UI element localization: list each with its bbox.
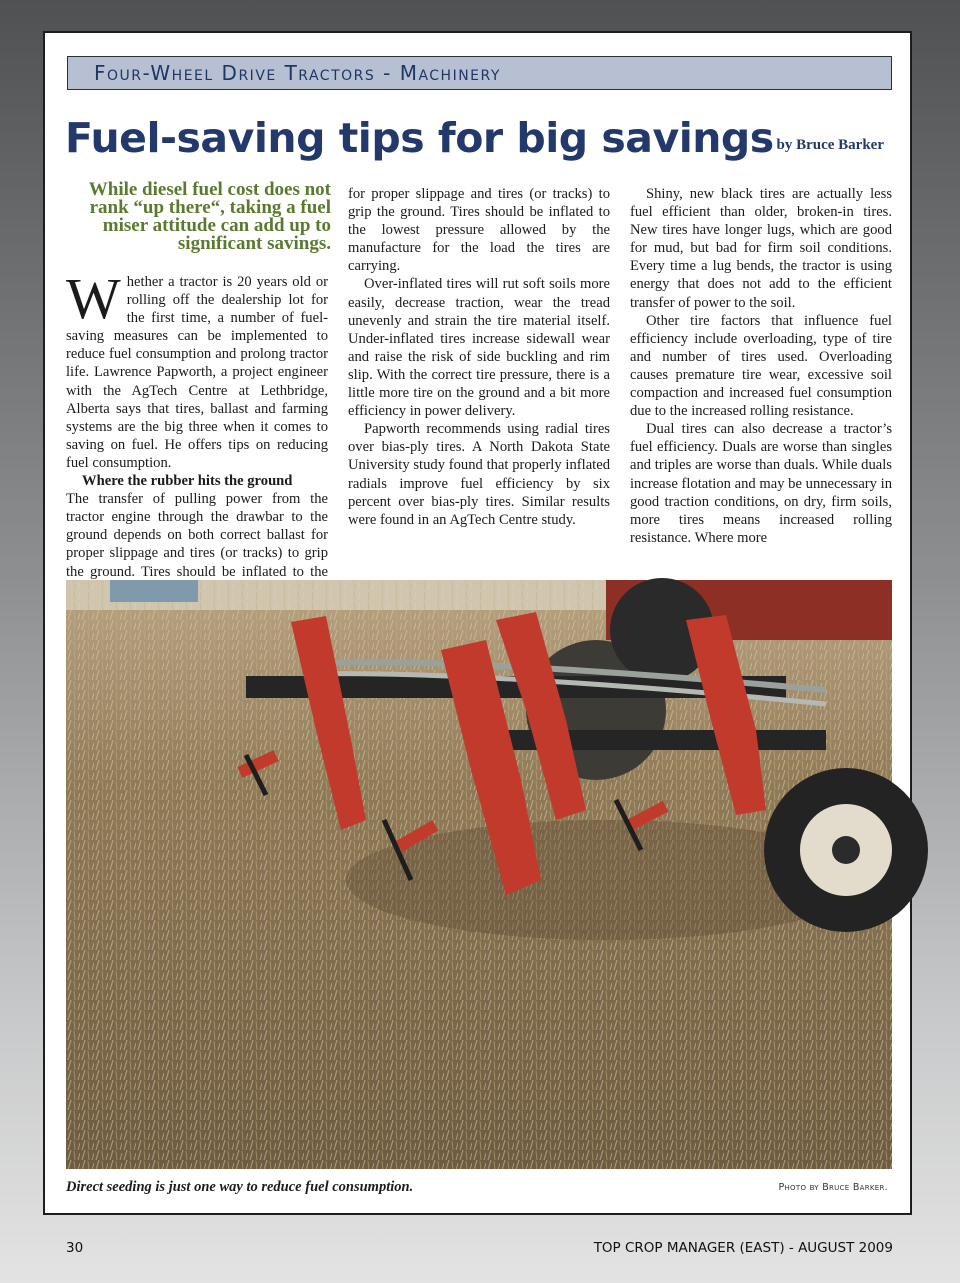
drop-cap: W [66, 266, 121, 331]
article-headline: Fuel-saving tips for big savings [65, 114, 774, 162]
text-column-1 [66, 266, 328, 580]
article-deck: While diesel fuel cost does not rank “up there“, taking a fuel miser attitude can add up to significant savings. [88, 179, 331, 254]
paragraph-dual-tires: Dual tires can also decrease a tractor’s fuel efficiency. Duals are worse than singles and triples are worse than duals. While duals increase flotation and may be unnecessary in good traction conditions, on dry, firm soils, more tires means increased rolling resistance. Where more [630, 421, 892, 546]
photo-caption: Direct seeding is just one way to reduce fuel consumption. [66, 1179, 414, 1195]
paragraph-overinflated: Over-inflated tires will rut soft soils more easily, decrease traction, wear the tread unevenly and strain the tire material itself. Under-inflated tires increase sidewall wear and raise the risk of side buckling and rim slip. With the correct tire pressure, there is a little more tire on the ground and a bit more efficiency in power delivery. [348, 276, 610, 420]
byline: by Bruce Barker [776, 137, 884, 153]
paragraph-other-factors: Other tire factors that influence fuel efficiency include overloading, type of tire and number of tires used. Overloading causes premature tire wear, excessive soil compaction and increased fuel consumption due to the increased rolling resistance. [630, 312, 892, 420]
section-label: Four-Wheel Drive Tractors - Machinery [94, 61, 501, 85]
intro-text: hether a tractor is 20 years old or rolling off the dealership lot for the first time, a number of fuel-saving measures can be implemented to reduce fuel consumption and prolong tractor life. Lawrence Papworth, a project engineer with the AgTech Centre at Lethbridge, Alberta says that tires, ballast and farming systems are the big three when it comes to saving on fuel. He offers tips on reducing fuel consumption. [66, 274, 328, 471]
paragraph-shiny-tires: Shiny, new black tires are actually less fuel efficient than older, broken-in tires. New tires have longer lugs, which are good for mud, but bad for firm soil conditions. Every time a lug bends, the tractor is using energy that does not add to the efficient transfer of power to the soil. [630, 186, 892, 311]
page-number: 30 [66, 1240, 84, 1256]
paragraph-radial: Papworth recommends using radial tires over bias-ply tires. A North Dakota State University study found that properly inflated radials improve fuel efficiency by six percent over bias-ply tires. Similar results were found in an AgTech Centre study. [348, 421, 610, 528]
publication-footer: TOP CROP MANAGER (EAST) - AUGUST 2009 [593, 1240, 893, 1256]
subhead: Where the rubber hits the ground [82, 473, 293, 490]
section-banner [67, 56, 892, 90]
seeding-implement-illustration [66, 580, 892, 1169]
intro-paragraph [66, 266, 328, 472]
text-column-3 [630, 185, 892, 547]
photo-credit: Photo by Bruce Barker. [778, 1182, 888, 1193]
magazine-page [43, 31, 912, 1215]
paragraph-transfer: The transfer of pulling power from the tractor engine through the drawbar to the ground depends on both correct ballast for proper slippage and tires (or tracks) to grip the ground. Tires should be inflated to the [66, 491, 328, 580]
text-column-2 [348, 185, 610, 529]
paragraph-transfer-continued: for proper slippage and tires (or tracks) to grip the ground. Tires should be inflated to the lowest pressure allowed by the manufacture for the load the tires are carrying. [348, 186, 610, 275]
article-photo [66, 580, 892, 1169]
